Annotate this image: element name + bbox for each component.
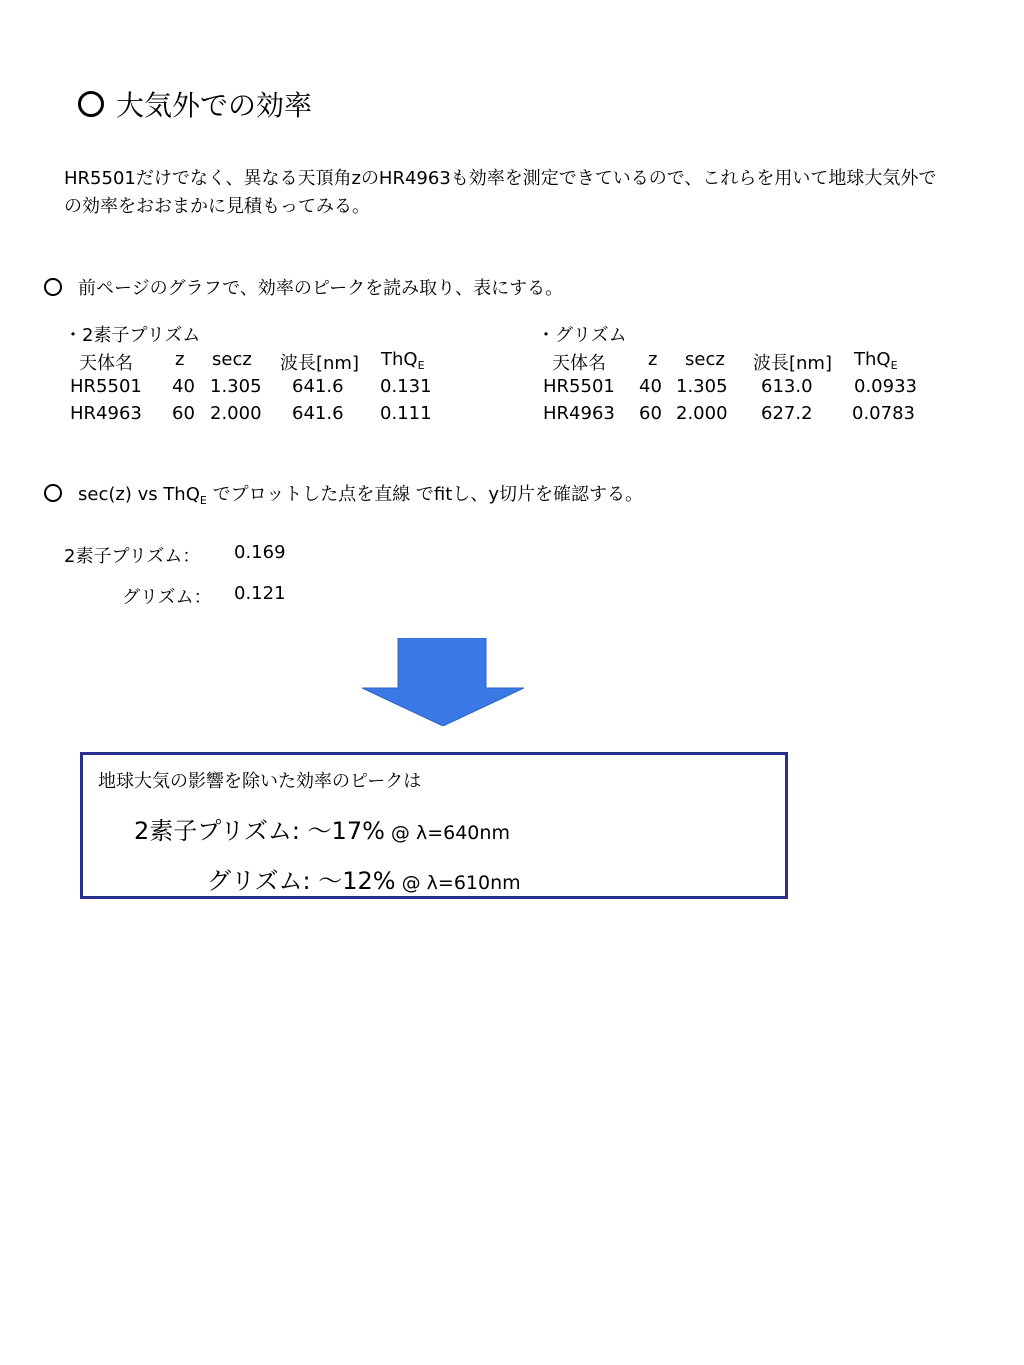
cell-secz: 1.305	[210, 376, 262, 397]
col-header-z: z	[175, 349, 185, 370]
col-header-thqe	[381, 349, 425, 370]
bullet-fit-text-post: でプロットした点を直線 でfitし、y切片を確認する。	[206, 484, 643, 505]
fit-result-prism	[64, 542, 286, 568]
cell-thqe: 0.0933	[854, 376, 917, 397]
col-header-z: z	[648, 349, 658, 370]
col-header-thqe	[854, 349, 898, 370]
bullet-fit-subscript: E	[199, 494, 207, 507]
prism-table-header	[64, 349, 484, 376]
down-arrow-icon	[362, 638, 524, 726]
conclusion-prism-wavelength: @ λ=640nm	[384, 822, 510, 844]
cell-wavelength: 627.2	[761, 403, 813, 424]
bullet-read-peaks	[44, 274, 563, 300]
circle-bullet-icon	[44, 278, 62, 296]
col-header-wavelength: 波長[nm]	[280, 353, 359, 374]
bullet-fit-text-pre: sec(z) vs ThQ	[78, 484, 200, 505]
table-row	[64, 403, 484, 430]
cell-secz: 1.305	[676, 376, 728, 397]
col-header-secz: secz	[685, 349, 725, 370]
conclusion-grism	[207, 861, 521, 896]
cell-secz: 2.000	[210, 403, 262, 424]
col-header-object: 天体名	[552, 353, 606, 374]
fit-result-label: グリズム：	[122, 587, 212, 608]
intro-paragraph: HR5501だけでなく、異なる天頂角zのHR4963も効率を測定できているので、これらを用いて地球大気外での効率をおおまかに見積もってみる。	[64, 168, 937, 217]
bullet-fit	[44, 480, 643, 506]
conclusion-prism-label: 2素子プリズム: ～17%	[134, 817, 385, 845]
cell-z: 40	[172, 376, 195, 397]
col-header-object: 天体名	[79, 353, 133, 374]
col-header-thq: ThQ	[381, 349, 418, 370]
cell-object: HR4963	[70, 403, 142, 424]
cell-thqe: 0.131	[380, 376, 432, 397]
cell-z: 40	[639, 376, 662, 397]
conclusion-grism-wavelength: @ λ=610nm	[395, 872, 521, 894]
circle-bullet-icon	[78, 91, 104, 117]
page-title-text: 大気外での効率	[116, 89, 313, 122]
col-header-secz: secz	[212, 349, 252, 370]
conclusion-prism	[134, 811, 510, 846]
prism-table	[64, 321, 484, 430]
table-row	[537, 376, 957, 403]
grism-table-header	[537, 349, 957, 376]
conclusion-box	[80, 752, 788, 899]
cell-secz: 2.000	[676, 403, 728, 424]
cell-wavelength: 641.6	[292, 376, 344, 397]
table-row	[537, 403, 957, 430]
fit-result-value: 0.169	[234, 542, 286, 563]
cell-object: HR5501	[543, 376, 615, 397]
cell-wavelength: 641.6	[292, 403, 344, 424]
fit-result-label: 2素子プリズム：	[64, 546, 201, 567]
col-header-thq: ThQ	[854, 349, 891, 370]
grism-table-title: ・グリズム	[537, 325, 627, 346]
cell-thqe: 0.0783	[852, 403, 915, 424]
col-header-thq-subscript: E	[890, 359, 898, 372]
circle-bullet-icon	[44, 484, 62, 502]
prism-table-title: ・2素子プリズム	[64, 325, 201, 346]
bullet-read-peaks-text: 前ページのグラフで、効率のピークを読み取り、表にする。	[78, 278, 564, 299]
cell-object: HR5501	[70, 376, 142, 397]
cell-wavelength: 613.0	[761, 376, 813, 397]
page-title	[78, 84, 312, 124]
col-header-wavelength: 波長[nm]	[753, 353, 832, 374]
conclusion-heading: 地球大気の影響を除いた効率のピークは	[98, 771, 422, 792]
cell-object: HR4963	[543, 403, 615, 424]
cell-thqe: 0.111	[380, 403, 432, 424]
fit-result-grism	[122, 583, 286, 609]
grism-table	[537, 321, 957, 430]
table-row	[64, 376, 484, 403]
fit-result-value: 0.121	[234, 583, 286, 604]
cell-z: 60	[639, 403, 662, 424]
col-header-thq-subscript: E	[417, 359, 425, 372]
conclusion-grism-label: グリズム: ～12%	[207, 867, 396, 895]
cell-z: 60	[172, 403, 195, 424]
